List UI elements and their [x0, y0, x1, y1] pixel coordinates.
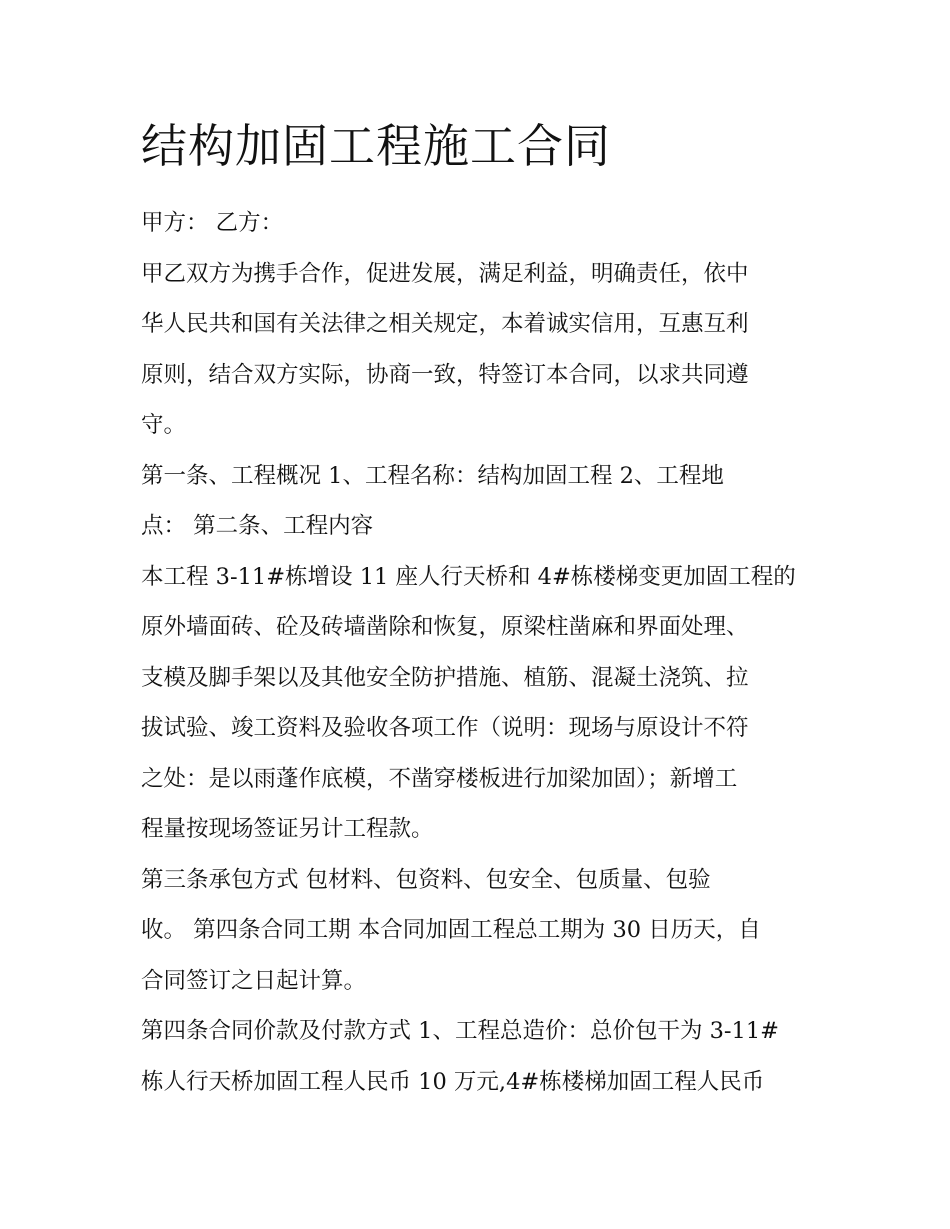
text-line: 第三条承包方式 包材料、包资料、包安全、包质量、包验 — [141, 866, 711, 893]
document-content — [141, 112, 821, 1107]
text-line: 第一条、工程概况 1、工程名称：结构加固工程 2、工程地 — [141, 462, 724, 489]
text-line: 点： 第二条、工程内容 — [141, 513, 374, 539]
text-line: 程量按现场签证另计工程款。 — [141, 816, 434, 842]
text-line: 华人民共和国有关法律之相关规定，本着诚实信用，互惠互利 — [141, 311, 749, 337]
text-line: 合同签订之日起计算。 — [141, 967, 367, 994]
text-line: 之处：是以雨蓬作底模，不凿穿楼板进行加梁加固）；新增工 — [141, 765, 738, 792]
party-line: 甲方： 乙方： — [141, 210, 284, 236]
text-line: 栋人行天桥加固工程人民币 10 万元,4#栋楼梯加固工程人民币 — [141, 1068, 765, 1095]
text-line: 本工程 3-11#栋增设 11 座人行天桥和 4#栋楼梯变更加固工程的 — [141, 563, 796, 590]
text-line: 第四条合同价款及付款方式 1、工程总造价：总价包干为 3-11# — [141, 1018, 780, 1044]
text-line: 支模及脚手架以及其他安全防护措施、植筋、混凝土浇筑、拉 — [141, 664, 749, 691]
text-line: 原则，结合双方实际，协商一致，特签订本合同，以求共同遵 — [141, 361, 749, 388]
text-line: 原外墙面砖、砼及砖墙凿除和恢复，原梁柱凿麻和界面处理、 — [141, 614, 749, 640]
text-line: 甲乙双方为携手合作，促进发展，满足利益，明确责任，依中 — [141, 260, 749, 287]
text-line: 收。 第四条合同工期 本合同加固工程总工期为 30 日历天，自 — [141, 917, 761, 943]
text-line: 守。 — [141, 412, 187, 438]
document-body — [141, 198, 821, 1107]
document-title: 结构加固工程施工合同 — [141, 119, 611, 173]
text-line: 拔试验、竣工资料及验收各项工作（说明：现场与原设计不符 — [141, 715, 749, 741]
